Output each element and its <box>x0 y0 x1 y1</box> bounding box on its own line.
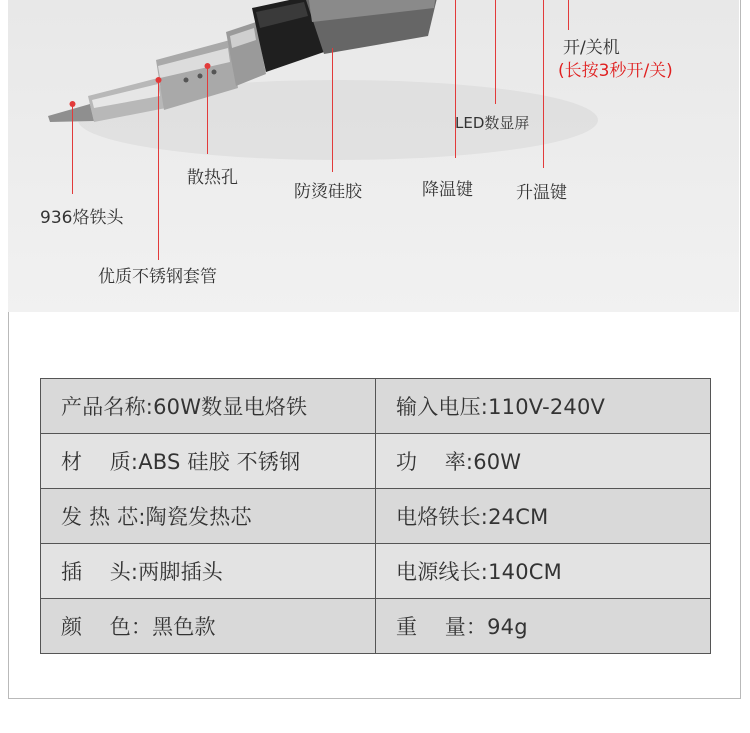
label-silicone: 防烫硅胶 <box>294 182 362 202</box>
spec-cell <box>376 489 711 544</box>
table-row <box>41 599 711 654</box>
spec-value: 94g <box>487 615 528 639</box>
spec-key: 材 质: <box>61 450 139 474</box>
label-power-hint: (长按3秒开/关) <box>558 61 673 81</box>
spec-key: 重 量： <box>396 615 488 639</box>
label-power: 开/关机 <box>563 38 620 58</box>
spec-key: 产品名称: <box>61 395 154 419</box>
spec-key: 输入电压: <box>396 395 489 419</box>
spec-key: 颜 色： <box>61 615 153 639</box>
table-row <box>41 379 711 434</box>
spec-key: 插 头: <box>61 560 139 584</box>
label-led: LED数显屏 <box>455 114 530 132</box>
table-row <box>41 489 711 544</box>
table-row <box>41 544 711 599</box>
spec-cell <box>41 379 376 434</box>
spec-cell <box>376 434 711 489</box>
spec-cell <box>41 434 376 489</box>
label-tip: 936烙铁头 <box>40 208 124 228</box>
spec-key: 发 热 芯: <box>61 505 146 529</box>
spec-value: 黑色款 <box>152 615 216 639</box>
spec-cell <box>376 379 711 434</box>
spec-cell <box>41 599 376 654</box>
product-photo <box>8 0 739 312</box>
spec-table <box>40 378 711 654</box>
spec-value: 陶瓷发热芯 <box>145 505 252 529</box>
spec-key: 电烙铁长: <box>396 505 489 529</box>
label-up: 升温键 <box>516 183 567 203</box>
label-tube: 优质不锈钢套管 <box>98 267 217 287</box>
spec-value: 24CM <box>488 505 549 529</box>
spec-key: 电源线长: <box>396 560 489 584</box>
spec-value: 60W <box>473 450 522 474</box>
spec-key: 功 率: <box>396 450 474 474</box>
spec-cell <box>376 544 711 599</box>
spec-cell <box>41 489 376 544</box>
spec-value: 60W数显电烙铁 <box>153 395 308 419</box>
label-down: 降温键 <box>422 180 473 200</box>
label-vent: 散热孔 <box>187 168 238 188</box>
spec-value: 两脚插头 <box>138 560 223 584</box>
spec-value: ABS 硅胶 不锈钢 <box>138 450 301 474</box>
spec-value: 110V-240V <box>488 395 606 419</box>
table-row <box>41 434 711 489</box>
spec-cell <box>41 544 376 599</box>
spec-value: 140CM <box>488 560 562 584</box>
spec-cell <box>376 599 711 654</box>
